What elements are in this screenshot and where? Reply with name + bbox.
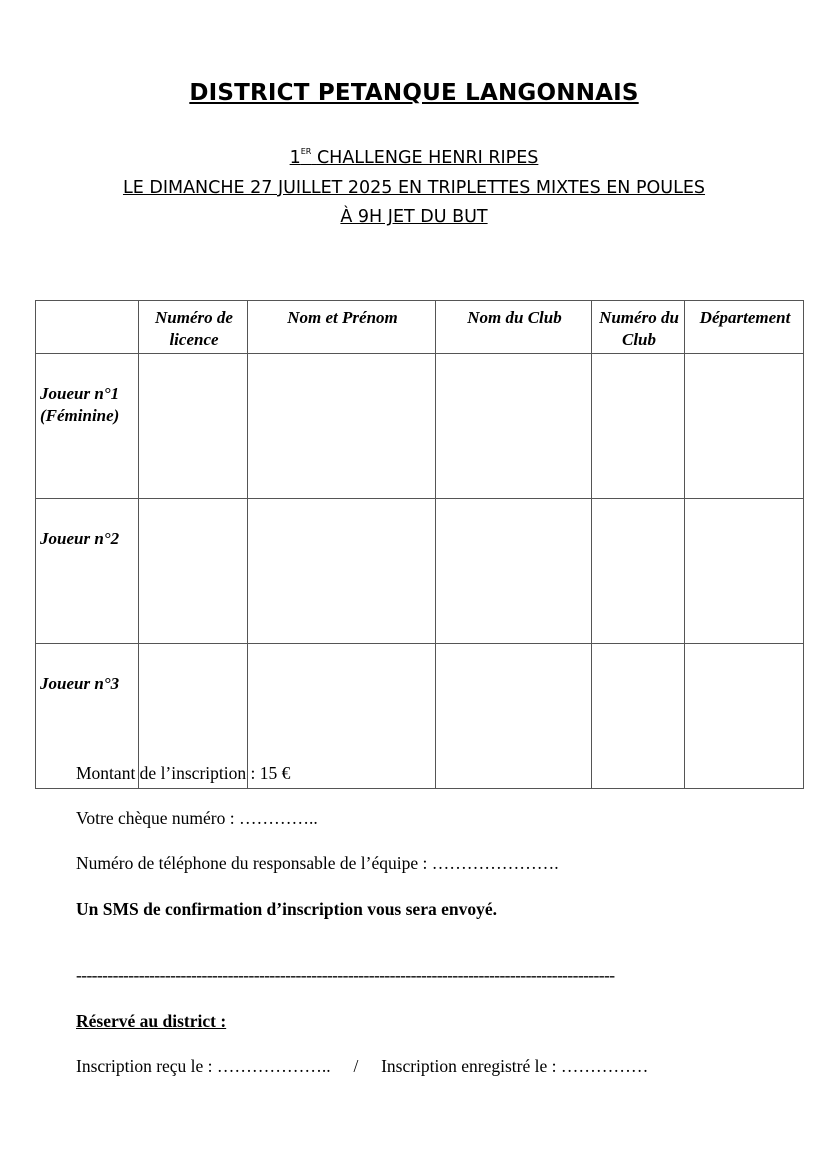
registration-table — [35, 300, 804, 789]
table-cell[interactable] — [436, 644, 592, 789]
column-header: Numéro de licence — [139, 301, 248, 354]
table-cell[interactable] — [139, 354, 248, 499]
reserved-label: Réservé au district : — [76, 1011, 227, 1031]
table-row — [36, 499, 804, 644]
table-cell[interactable] — [139, 499, 248, 644]
table-cell[interactable] — [685, 354, 804, 499]
table-header-row — [36, 301, 804, 354]
table-cell[interactable] — [436, 354, 592, 499]
phone-line: Numéro de téléphone du responsable de l’équipe : …………………. — [76, 853, 559, 873]
fee-line: Montant de l’inscription : 15 € — [76, 763, 291, 783]
table-cell[interactable] — [685, 644, 804, 789]
date-line: LE DIMANCHE 27 JUILLET 2025 EN TRIPLETTES MIXTES EN POULES — [122, 177, 706, 198]
event-subtitle — [80, 137, 748, 233]
received-field: Inscription reçu le : ……………….. — [76, 1056, 331, 1076]
cheque-line: Votre chèque numéro : ………….. — [76, 808, 318, 828]
recorded-field: Inscription enregistré le : …………… — [381, 1056, 649, 1076]
player-label: Joueur n°3 — [36, 644, 139, 789]
player-label: Joueur n°1 (Féminine) — [36, 354, 139, 499]
slash-divider: / — [353, 1056, 359, 1076]
sms-notice: Un SMS de confirmation d’inscription vous sera envoyé. — [76, 899, 497, 919]
table-cell[interactable] — [592, 499, 685, 644]
table-cell[interactable] — [248, 499, 436, 644]
table-cell[interactable] — [436, 499, 592, 644]
table-row — [36, 354, 804, 499]
column-header — [36, 301, 139, 354]
player-label: Joueur n°2 — [36, 499, 139, 644]
column-header: Nom et Prénom — [248, 301, 436, 354]
table-cell[interactable] — [685, 499, 804, 644]
ordinal-suffix: ER — [300, 147, 312, 156]
table-cell[interactable] — [248, 354, 436, 499]
challenge-line — [80, 137, 748, 174]
reserved-line — [76, 1056, 648, 1077]
column-header: Numéro du Club — [592, 301, 685, 354]
separator-line: ------------------------------------------------------------------------------------------------------- — [76, 965, 615, 985]
challenge-name: CHALLENGE HENRI RIPES — [316, 148, 539, 168]
table-cell[interactable] — [592, 644, 685, 789]
column-header: Nom du Club — [436, 301, 592, 354]
page-title: DISTRICT PETANQUE LANGONNAIS — [189, 80, 639, 106]
table-cell[interactable] — [592, 354, 685, 499]
ordinal-number: 1 — [289, 148, 301, 168]
column-header: Département — [685, 301, 804, 354]
time-line: À 9H JET DU BUT — [340, 207, 488, 227]
